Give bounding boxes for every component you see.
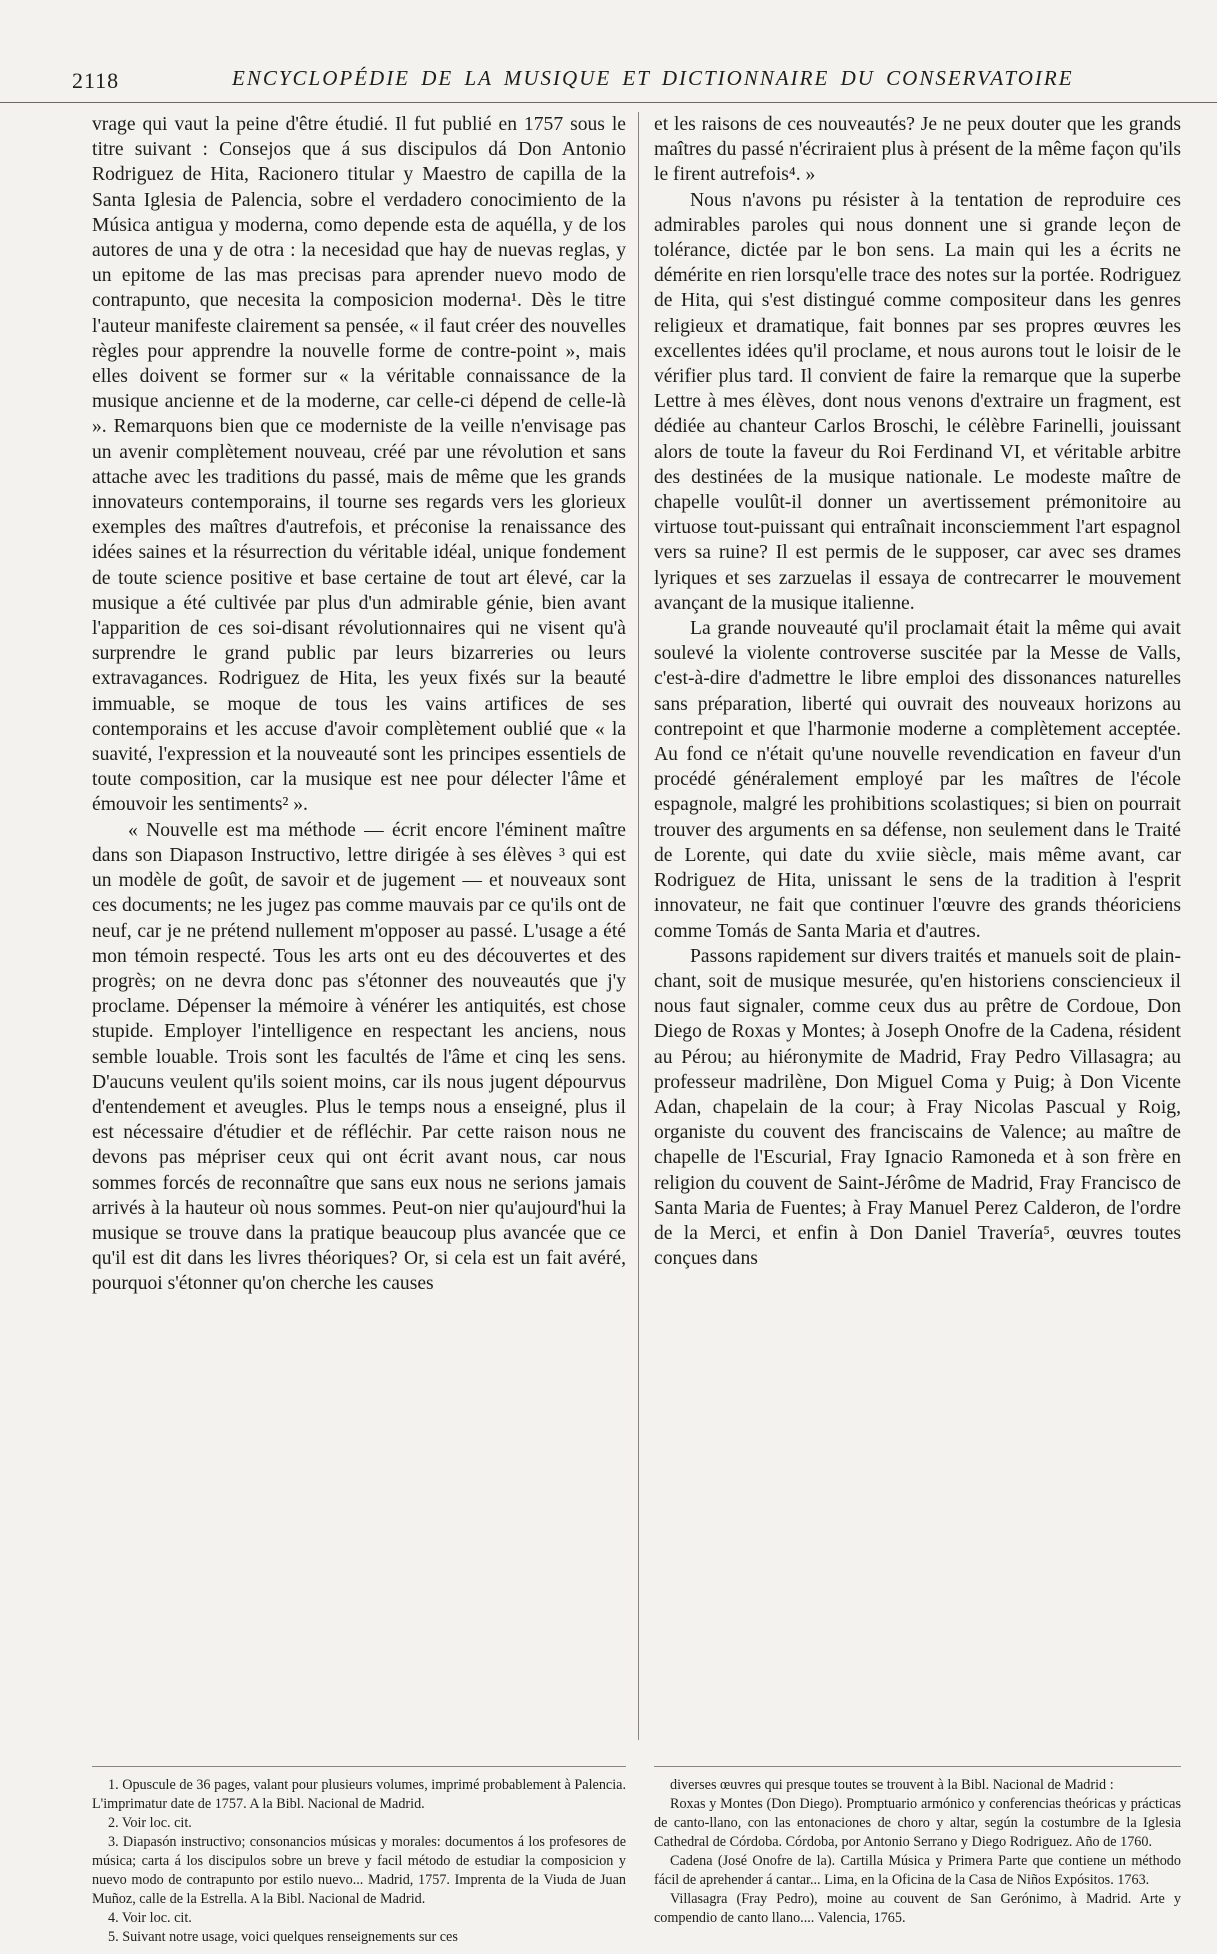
right-paragraph-3: La grande nouveauté qu'il proclamait était la même qui avait soulevé la violente controverse suscitée par la Messe de Valls, c'est-à-dire d'admettre le libre emploi des dissonances naturelles sans préparation, liberté qui ouvrait des nouveaux horizons au contrepoint et que l'harmonie moderne a complètement acceptée. Au fond ce n'était qu'une nouvelle revendication en faveur d'un procédé généralement employé par les maîtres de l'école espagnole, malgré les prohibitions scolastiques; si bien on pourrait trouver des arguments en sa défense, non seulement dans le Traité de Lorente, qui date du xviie siècle, mais même avant, car Rodriguez de Hita, unissant le sens de la tradition à l'esprit innovateur, ne fait que continuer l'œuvre des grands théoriciens comme Tomás de Santa Maria et d'autres. bbox=[654, 618, 1181, 942]
right-column bbox=[654, 112, 1181, 1271]
left-paragraph-1: vrage qui vaut la peine d'être étudié. Il fut publié en 1757 sous le titre suivant : Consejos que á sus discipulos dá Don Antonio Rodriguez de Hita, Racionero titular y Maestro de capilla de la Santa Iglesia de Palencia, sobre el verdadero conocimiento de la Música antigua y moderna, como depende esta de aquélla, y de los autores de una y de otra : la necesidad que hay de nuevas reglas, y un epitome de las mas precisas para aprender nuevo modo de contrapunto, que necesita la composicion moderna¹. Dès le titre l'auteur manifeste clairement sa pensée, « il faut créer des nouvelles règles pour apprendre la nouvelle forme de contre-point », mais elles doivent se former sur « la véritable connaissance de la musique ancienne et de la moderne, car celle-ci dépend de celle-là ». Remarquons bien que ce moderniste de la veille n'envisage pas un avenir complètement nouveau, créé par une révolution et sans attache avec les traditions du passé, mais de même que les grands innovateurs contemporains, il tourne ses regards vers les glorieux exemples des maîtres d'autrefois, et préconise la renaissance des idées saines et la résurrection du véritable idéal, unique fondement de toute science positive et base certaine de tout art élevé, car la musique a été cultivée par plus d'un admirable génie, bien avant l'apparition de ces soi-disant révolutionnaires qui ne visent qu'à surprendre le grand public par leurs bizarreries ou leurs extravagances. Rodriguez de Hita, les yeux fixés sur la beauté immuable, se moque de tous les vains artifices de ses contemporains et les accuse d'avoir complètement oublié que « la suavité, l'expression et la nouveauté sont les principes essentiels de toute composition, car la musique est nee pour délecter l'âme et émouvoir les sentiments² ». bbox=[92, 114, 626, 816]
right-paragraph-4: Passons rapidement sur divers traités et manuels soit de plain-chant, soit de musique mesurée, qu'en historiens consciencieux il nous faut signaler, comme ceux dus au prêtre de Cordoue, Don Diego de Roxas y Montes; à Joseph Onofre de la Cadena, résident au Pérou; au hiéronymite de Madrid, Fray Pedro Villasagra; au professeur madrilène, Don Miguel Coma y Puig; à Don Vicente Adan, chapelain de la cour; à Fray Nicolas Pascual y Roig, organiste du couvent des franciscains de Valence; au maître de chapelle de l'Escurial, Fray Ignacio Ramoneda et à son frère en religion du couvent de Saint-Jérôme de Madrid, Fray Francisco de Santa Maria de Fuentes; à Fray Manuel Perez Calderon, de l'ordre de la Merci, et enfin à Don Daniel Travería⁵, œuvres toutes conçues dans bbox=[654, 945, 1181, 1270]
left-column bbox=[92, 112, 626, 1297]
footnotes-left bbox=[92, 1776, 626, 1947]
footnote-divider-right bbox=[654, 1766, 1181, 1767]
footnote-4: 4. Voir loc. cit. bbox=[108, 1910, 192, 1926]
column-divider bbox=[638, 112, 639, 1740]
footnotes-right bbox=[654, 1776, 1181, 1928]
right-paragraph-2: Nous n'avons pu résister à la tentation de reproduire ces admirables paroles qui nous donnent une si grande leçon de tolérance, dictée par le bon sens. La main qui les a écrits ne démérite en rien lorsqu'elle trace des notes sur la portée. Rodriguez de Hita, qui s'est distingué comme compositeur dans les genres religieux et dramatique, fait bonnes par ses propres œuvres les excellentes idées qu'il proclame, et nous aurons tout le loisir de le vérifier plus tard. Il convient de faire la remarque que la superbe Lettre à mes élèves, dont nous venons d'extraire un fragment, est dédiée au chanteur Carlos Broschi, le célèbre Farinelli, jouissant alors de toute la faveur du Roi Ferdinand VI, et véritable arbitre des destinées de la musique nationale. Le modeste maître de chapelle voulût-il donner un avertissement prémonitoire au virtuose tout-puissant qui entraînait inconsciemment l'art espagnol vers sa ruine? Il est permis de le supposer, car avec ses drames lyriques et ses zarzuelas il essaya de contrecarrer le mouvement avançant de la musique italienne. bbox=[654, 189, 1181, 614]
page-number: 2118 bbox=[72, 68, 120, 93]
footnote-5: 5. Suivant notre usage, voici quelques renseignements sur ces bbox=[108, 1929, 458, 1945]
footnote-3: 3. Diapasón instructivo; consonancios músicas y morales: documentos á los profesores de música; carta á los discipulos sobre un breve y facil método de estudiar la composicion y nuevo modo de contrapunto por estilo nuevo... Madrid, 1757. Imprenta de la Viuda de Juan Muñoz, calle de la Estrella. A la Bibl. Nacional de Madrid. bbox=[92, 1834, 626, 1907]
footnote-5-continued: diverses œuvres qui presque toutes se trouvent à la Bibl. Nacional de Madrid : bbox=[670, 1777, 1114, 1793]
left-paragraph-2: « Nouvelle est ma méthode — écrit encore l'éminent maître dans son Diapason Instructivo, lettre dirigée à ses élèves ³ qui est un modèle de goût, de savoir et de jugement — et nouveaux sont ces documents; ne les jugez pas comme mauvais par ce qu'ils ont de neuf, car je ne prétend nullement m'opposer au passé. L'usage a été mon témoin respecté. Tous les arts ont eu des découvertes et des progrès; on ne devra donc pas s'étonner des nouveautés que j'y proclame. Dépenser la mémoire à vénérer les antiquités, est chose stupide. Employer l'intelligence en respectant les anciens, nous semble louable. Trois sont les facultés de l'âme et cinq les sens. D'aucuns veulent qu'ils soient moins, car ils nous jugent dépourvus d'entendement et aveugles. Plus le temps nous a enseigné, plus il est nécessaire d'étudier et de réfléchir. Par cette raison nous ne devons pas mépriser ceux qui ont écrit avant nous, car nous sommes forcés de reconnaître que sans eux nous ne serions jamais arrivés à la hauteur où nous sommes. Peut-on nier qu'aujourd'hui la musique se trouve dans la pratique beaucoup plus avancée que ce qu'il est dit dans les livres théoriques? Or, si cela est un fait avéré, pourquoi s'étonner qu'on cherche les causes bbox=[92, 819, 626, 1295]
page-header bbox=[0, 60, 1217, 103]
running-title: ENCYCLOPÉDIE DE LA MUSIQUE ET DICTIONNAIRE DU CONSERVATOIRE bbox=[232, 66, 1074, 90]
footnote-entry-villasagra: Villasagra (Fray Pedro), moine au couvent de San Gerónimo, à Madrid. Arte y compendio de canto llano.... Valencia, 1765. bbox=[654, 1891, 1181, 1926]
footnote-entry-roxas: Roxas y Montes (Don Diego). Promptuario armónico y conferencias theóricas y prácticas de canto-llano, con las entonaciones de choro y altar, según la costumbre de la Iglesia Cathedral de Córdoba. Córdoba, por Antonio Serrano y Diego Rodriguez. Año de 1760. bbox=[654, 1796, 1181, 1850]
footnote-2: 2. Voir loc. cit. bbox=[108, 1815, 192, 1831]
footnote-1: 1. Opuscule de 36 pages, valant pour plusieurs volumes, imprimé probablement à Palencia. L'imprimatur date de 1757. A la Bibl. Nacional de Madrid. bbox=[92, 1777, 626, 1812]
footnote-entry-cadena: Cadena (José Onofre de la). Cartilla Música y Primera Parte que contiene un méthodo fácil de aprehender á cantar... Lima, en la Oficina de la Casa de Niños Expósitos. 1763. bbox=[654, 1853, 1181, 1888]
footnote-divider-left bbox=[92, 1766, 626, 1767]
right-paragraph-1: et les raisons de ces nouveautés? Je ne peux douter que les grands maîtres du passé n'écriraient plus à présent de la même façon qu'ils le firent autrefois⁴. » bbox=[654, 114, 1181, 186]
